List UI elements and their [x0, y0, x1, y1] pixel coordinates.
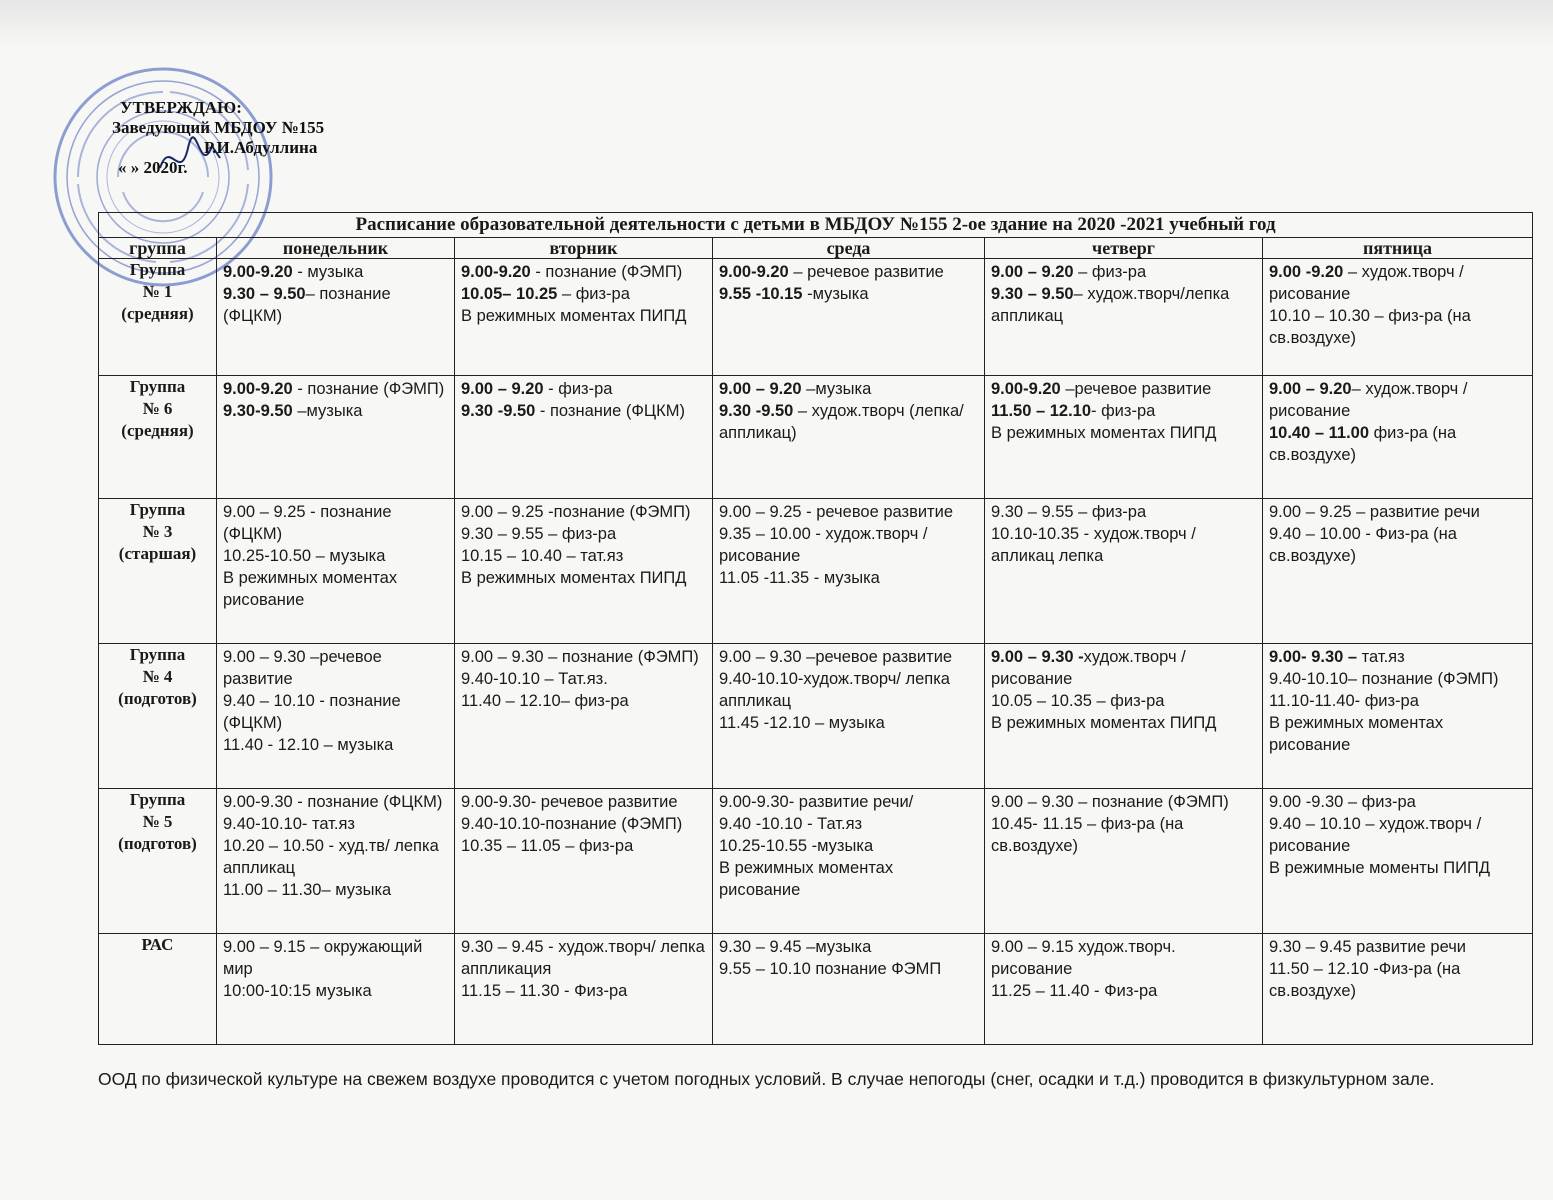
schedule-cell — [1263, 789, 1533, 934]
activity-text: 10.10 – 10.30 – физ-ра (на св.воздухе) — [1269, 307, 1471, 347]
activity-text: 9.40-10.10- тат.яз — [223, 815, 355, 833]
group-cell — [99, 644, 217, 789]
column-header: понедельник — [217, 238, 455, 259]
activity-text: В режимные моменты ПИПД — [1269, 859, 1490, 877]
activity-entry — [1269, 305, 1526, 349]
activity-text: 9.40-10.10 – Тат.яз. — [461, 670, 608, 688]
activity-text: - физ-ра — [1091, 402, 1156, 420]
activity-time: 9.00 – 9.20 — [719, 380, 802, 398]
activity-time: 9.30-9.50 — [223, 402, 293, 420]
activity-text: 9.00-9.30- речевое развитие — [461, 793, 678, 811]
activity-time: 9.00 – 9.20 — [1269, 380, 1352, 398]
activity-entry — [1269, 936, 1526, 958]
activity-text: - музыка — [292, 263, 364, 281]
schedule-cell — [985, 644, 1263, 789]
activity-text: 11.15 – 11.30 - Физ-ра — [461, 982, 628, 1000]
schedule-cell — [455, 499, 713, 644]
activity-entry — [991, 283, 1256, 327]
activity-entry — [461, 400, 706, 422]
activity-text: В режимных моментах рисование — [1269, 714, 1444, 754]
activity-entry — [991, 523, 1256, 567]
table-row — [99, 376, 1533, 499]
schedule-cell — [713, 376, 985, 499]
activity-text: 9.00 – 9.15 худож.творч. рисование — [991, 938, 1176, 978]
activity-entry — [223, 646, 448, 690]
activity-text: 11.25 – 11.40 - Физ-ра — [991, 982, 1158, 1000]
activity-entry — [223, 545, 448, 567]
activity-text: 9.40-10.10– познание (ФЭМП) — [1269, 670, 1499, 688]
activity-text: 9.40 – 10.00 - Физ-ра (на св.воздухе) — [1269, 525, 1457, 565]
table-row — [99, 934, 1533, 1045]
activity-text: 9.00 – 9.30 – познание (ФЭМП) — [461, 648, 699, 666]
group-cell — [99, 376, 217, 499]
schedule-cell — [713, 644, 985, 789]
group-label: (подготов) — [118, 689, 197, 708]
schedule-cell — [217, 259, 455, 376]
activity-entry — [719, 813, 978, 835]
activity-text: 9.30 – 9.55 – физ-ра — [461, 525, 617, 543]
activity-text: 9.40-10.10-познание (ФЭМП) — [461, 815, 683, 833]
activity-entry — [461, 668, 706, 690]
group-cell — [99, 789, 217, 934]
schedule-cell — [217, 934, 455, 1045]
activity-time: 10.40 – 11.00 — [1269, 424, 1370, 442]
activity-time: 9.00-9.20 — [461, 263, 531, 281]
activity-text: физ-ра (на св.воздухе) — [1269, 424, 1457, 464]
activity-entry — [719, 283, 978, 305]
activity-text: 9.00 – 9.30 –речевое развитие — [719, 648, 953, 666]
activity-text: 10.20 – 10.50 - худ.тв/ лепка аппликац — [223, 837, 439, 877]
activity-text: 11.05 -11.35 - музыка — [719, 569, 880, 587]
activity-text: - физ-ра — [543, 380, 613, 398]
activity-entry — [223, 400, 448, 422]
activity-entry — [719, 261, 978, 283]
activity-entry — [1269, 712, 1526, 756]
activity-text: В режимных моментах рисование — [223, 569, 398, 609]
activity-entry — [461, 936, 706, 980]
table-row — [99, 644, 1533, 789]
activity-text: 9.40 – 10.10 - познание (ФЦКМ) — [223, 692, 401, 732]
group-label: (старшая) — [118, 544, 197, 563]
activity-entry — [461, 523, 706, 545]
activity-entry — [223, 813, 448, 835]
group-label: № 1 — [142, 282, 173, 301]
activity-entry — [223, 791, 448, 813]
activity-text: - познание (ФЦКМ) — [535, 402, 685, 420]
activity-entry — [461, 690, 706, 712]
group-label: Группа — [129, 790, 186, 809]
column-header: четверг — [985, 238, 1263, 259]
activity-text: 10.15 – 10.40 – тат.яз — [461, 547, 624, 565]
schedule-cell — [1263, 644, 1533, 789]
column-header: пятница — [1263, 238, 1533, 259]
activity-entry — [1269, 857, 1526, 879]
activity-text: В режимных моментах ПИПД — [991, 424, 1217, 442]
activity-time: 9.00 – 9.20 — [461, 380, 544, 398]
activity-text: В режимных моментах ПИПД — [461, 307, 687, 325]
activity-entry — [223, 261, 448, 283]
footnote: ООД по физической культуре на свежем воздухе проводится с учетом погодных условий. В случае непогоды (снег, осадки и т.д.) проводится в физкультурном зале. — [98, 1069, 1435, 1089]
activity-entry — [719, 501, 978, 523]
column-header: среда — [713, 238, 985, 259]
activity-entry — [719, 835, 978, 857]
schedule-body — [99, 259, 1533, 1045]
schedule-cell — [455, 789, 713, 934]
schedule-cell — [985, 376, 1263, 499]
activity-entry — [461, 545, 706, 567]
activity-entry — [461, 835, 706, 857]
activity-entry — [991, 791, 1256, 813]
group-label: № 4 — [142, 667, 173, 686]
activity-entry — [719, 646, 978, 668]
activity-entry — [719, 668, 978, 712]
schedule-cell — [1263, 376, 1533, 499]
activity-entry — [1269, 523, 1526, 567]
activity-text: 11.10-11.40- физ-ра — [1269, 692, 1419, 710]
group-cell — [99, 499, 217, 644]
group-label: (средняя) — [121, 421, 194, 440]
activity-time: 9.00-9.20 — [223, 263, 293, 281]
activity-entry — [461, 980, 706, 1002]
activity-entry — [719, 958, 978, 980]
activity-entry — [991, 980, 1256, 1002]
activity-time: 9.00 – 9.20 — [991, 263, 1074, 281]
activity-text: –музыка — [801, 380, 872, 398]
activity-text: 9.40 – 10.10 – худож.творч /рисование — [1269, 815, 1482, 855]
activity-entry — [461, 378, 706, 400]
group-label: Группа — [129, 377, 186, 396]
activity-entry — [991, 400, 1256, 422]
schedule-cell — [455, 259, 713, 376]
activity-entry — [991, 690, 1256, 712]
activity-entry — [991, 936, 1256, 980]
group-label: № 6 — [142, 399, 173, 418]
scan-top-edge — [0, 0, 1553, 48]
activity-entry — [461, 305, 706, 327]
activity-text: 9.40 -10.10 - Тат.яз — [719, 815, 863, 833]
activity-entry — [223, 501, 448, 545]
schedule-cell — [455, 644, 713, 789]
activity-time: 9.00- 9.30 – — [1269, 648, 1358, 666]
approval-date: « » 2020г. — [118, 158, 188, 177]
activity-entry — [223, 936, 448, 980]
activity-entry — [991, 813, 1256, 857]
activity-text: 9.30 – 9.55 – физ-ра — [991, 503, 1147, 521]
activity-time: 9.30 -9.50 — [719, 402, 794, 420]
activity-entry — [461, 501, 706, 523]
approval-block — [112, 98, 324, 178]
group-cell — [99, 259, 217, 376]
group-label: (средняя) — [121, 304, 194, 323]
activity-text: 9.35 – 10.00 - худож.творч /рисование — [719, 525, 928, 565]
activity-text: 9.00 – 9.30 –речевое развитие — [223, 648, 382, 688]
schedule-cell — [713, 789, 985, 934]
group-label: (подготов) — [118, 834, 197, 853]
activity-text: 9.00 – 9.15 – окружающий мир — [223, 938, 423, 978]
activity-text: – худож.творч (лепка/аппликац) — [719, 402, 964, 442]
activity-entry — [1269, 690, 1526, 712]
activity-entry — [719, 936, 978, 958]
activity-text: – худож.творч /рисование — [1269, 380, 1468, 420]
activity-time: 9.30 -9.50 — [461, 402, 536, 420]
schedule-cell — [217, 499, 455, 644]
schedule-cell — [1263, 259, 1533, 376]
activity-time: 9.55 -10.15 — [719, 285, 803, 303]
schedule-cell — [1263, 499, 1533, 644]
group-cell — [99, 934, 217, 1045]
activity-text: 9.00-9.30- развитие речи/ — [719, 793, 914, 811]
activity-entry — [1269, 791, 1526, 813]
activity-entry — [223, 283, 448, 327]
activity-entry — [991, 378, 1256, 400]
schedule-cell — [713, 934, 985, 1045]
schedule-title: Расписание образовательной деятельности с детьми в МБДОУ №155 2-ое здание на 2020 -2021 учебный год — [99, 213, 1533, 238]
activity-entry — [991, 422, 1256, 444]
activity-text: –музыка — [292, 402, 363, 420]
schedule-cell — [985, 499, 1263, 644]
activity-text: 9.30 – 9.45 развитие речи — [1269, 938, 1467, 956]
header-row — [99, 238, 1533, 259]
column-header: группа — [99, 238, 217, 259]
activity-time: 9.00-9.20 — [223, 380, 293, 398]
activity-time: 11.50 – 12.10 — [991, 402, 1092, 420]
activity-entry — [223, 567, 448, 611]
activity-text: 9.00 – 9.25 – развитие речи — [1269, 503, 1480, 521]
activity-text: 10.10-10.35 - худож.творч /апликац лепка — [991, 525, 1196, 565]
activity-entry — [1269, 501, 1526, 523]
approval-position: Заведующий МБДОУ №155 — [112, 118, 325, 137]
schedule-cell — [985, 934, 1263, 1045]
activity-text: 9.00 – 9.25 - речевое развитие — [719, 503, 953, 521]
group-label: Группа — [129, 500, 186, 519]
activity-entry — [223, 980, 448, 1002]
activity-entry — [719, 378, 978, 400]
group-label: № 5 — [142, 812, 173, 831]
activity-entry — [719, 857, 978, 901]
activity-text: 10.45- 11.15 – физ-ра (на св.воздухе) — [991, 815, 1184, 855]
activity-text: 9.00 -9.30 – физ-ра — [1269, 793, 1416, 811]
schedule-cell — [713, 499, 985, 644]
activity-text: 11.50 – 12.10 -Физ-ра (на св.воздухе) — [1269, 960, 1461, 1000]
schedule-cell — [1263, 934, 1533, 1045]
activity-time: 10.05– 10.25 — [461, 285, 558, 303]
activity-entry — [461, 283, 706, 305]
activity-text: -музыка — [802, 285, 869, 303]
table-row — [99, 499, 1533, 644]
activity-text: 10.35 – 11.05 – физ-ра — [461, 837, 634, 855]
activity-entry — [1269, 261, 1526, 305]
activity-text: - познание (ФЭМП) — [292, 380, 445, 398]
activity-entry — [223, 835, 448, 879]
activity-text: худож.творч /рисование — [991, 648, 1186, 688]
activity-text: – физ-ра — [557, 285, 630, 303]
activity-entry — [991, 501, 1256, 523]
schedule-cell — [985, 259, 1263, 376]
activity-text: 9.30 – 9.45 - худож.творч/ лепка аппликация — [461, 938, 705, 978]
activity-text: 9.40-10.10-худож.творч/ лепка аппликац — [719, 670, 950, 710]
column-header: вторник — [455, 238, 713, 259]
activity-time: 9.00-9.20 — [719, 263, 789, 281]
activity-text: 11.00 – 11.30– музыка — [223, 881, 392, 899]
group-label: Группа — [129, 645, 186, 664]
activity-text: – познание (ФЦКМ) — [223, 285, 391, 325]
activity-entry — [1269, 378, 1526, 422]
activity-entry — [991, 646, 1256, 690]
activity-entry — [1269, 422, 1526, 466]
activity-entry — [223, 734, 448, 756]
activity-entry — [1269, 668, 1526, 690]
activity-entry — [461, 646, 706, 668]
activity-time: 9.00 -9.20 — [1269, 263, 1344, 281]
activity-text: 9.00 – 9.25 -познание (ФЭМП) — [461, 503, 691, 521]
activity-entry — [223, 690, 448, 734]
schedule-cell — [217, 789, 455, 934]
activity-text: 9.30 – 9.45 –музыка — [719, 938, 872, 956]
activity-text: 9.00 – 9.25 - познание (ФЦКМ) — [223, 503, 392, 543]
activity-entry — [223, 378, 448, 400]
activity-time: 9.30 – 9.50 — [991, 285, 1074, 303]
activity-text: В режимных моментах рисование — [719, 859, 894, 899]
table-row — [99, 259, 1533, 376]
activity-text: – речевое развитие — [788, 263, 944, 281]
schedule-cell — [217, 376, 455, 499]
schedule-table — [98, 212, 1533, 1045]
activity-text: В режимных моментах ПИПД — [461, 569, 687, 587]
activity-entry — [719, 712, 978, 734]
activity-text: 10.25-10.55 -музыка — [719, 837, 874, 855]
activity-text: 9.55 – 10.10 познание ФЭМП — [719, 960, 942, 978]
activity-entry — [461, 567, 706, 589]
schedule-cell — [713, 259, 985, 376]
approval-name: Р.И.Абдуллина — [204, 138, 318, 157]
activity-text: тат.яз — [1357, 648, 1405, 666]
activity-entry — [461, 261, 706, 283]
group-label: № 3 — [142, 522, 173, 541]
schedule-cell — [217, 644, 455, 789]
activity-entry — [991, 261, 1256, 283]
activity-text: 11.40 - 12.10 – музыка — [223, 736, 394, 754]
activity-text: 10.25-10.50 – музыка — [223, 547, 386, 565]
activity-text: – физ-ра — [1073, 263, 1147, 281]
group-label: Группа — [129, 260, 186, 279]
activity-text: –речевое развитие — [1060, 380, 1212, 398]
activity-time: 9.00 – 9.30 - — [991, 648, 1084, 666]
activity-text: В режимных моментах ПИПД — [991, 714, 1217, 732]
schedule-cell — [455, 376, 713, 499]
activity-text: - познание (ФЭМП) — [530, 263, 683, 281]
activity-entry — [719, 523, 978, 567]
activity-entry — [1269, 813, 1526, 857]
activity-text: 11.45 -12.10 – музыка — [719, 714, 885, 732]
schedule-cell — [455, 934, 713, 1045]
activity-entry — [1269, 958, 1526, 1002]
activity-entry — [1269, 646, 1526, 668]
schedule-cell — [985, 789, 1263, 934]
activity-entry — [991, 712, 1256, 734]
activity-text: – худож.творч /рисование — [1269, 263, 1464, 303]
activity-text: 9.00 – 9.30 – познание (ФЭМП) — [991, 793, 1229, 811]
activity-entry — [461, 791, 706, 813]
activity-entry — [461, 813, 706, 835]
activity-text: 10:00-10:15 музыка — [223, 982, 372, 1000]
activity-text: 10.05 – 10.35 – физ-ра — [991, 692, 1165, 710]
group-label: РАС — [141, 935, 174, 954]
activity-text: – худож.творч/лепка аппликац — [991, 285, 1230, 325]
activity-time: 9.00-9.20 — [991, 380, 1061, 398]
activity-entry — [719, 791, 978, 813]
activity-entry — [719, 400, 978, 444]
activity-time: 9.30 – 9.50 — [223, 285, 306, 303]
activity-text: 11.40 – 12.10– физ-ра — [461, 692, 629, 710]
table-row — [99, 789, 1533, 934]
approval-title: УТВЕРЖДАЮ: — [120, 98, 242, 117]
activity-entry — [719, 567, 978, 589]
activity-text: 9.00-9.30 - познание (ФЦКМ) — [223, 793, 443, 811]
activity-entry — [223, 879, 448, 901]
